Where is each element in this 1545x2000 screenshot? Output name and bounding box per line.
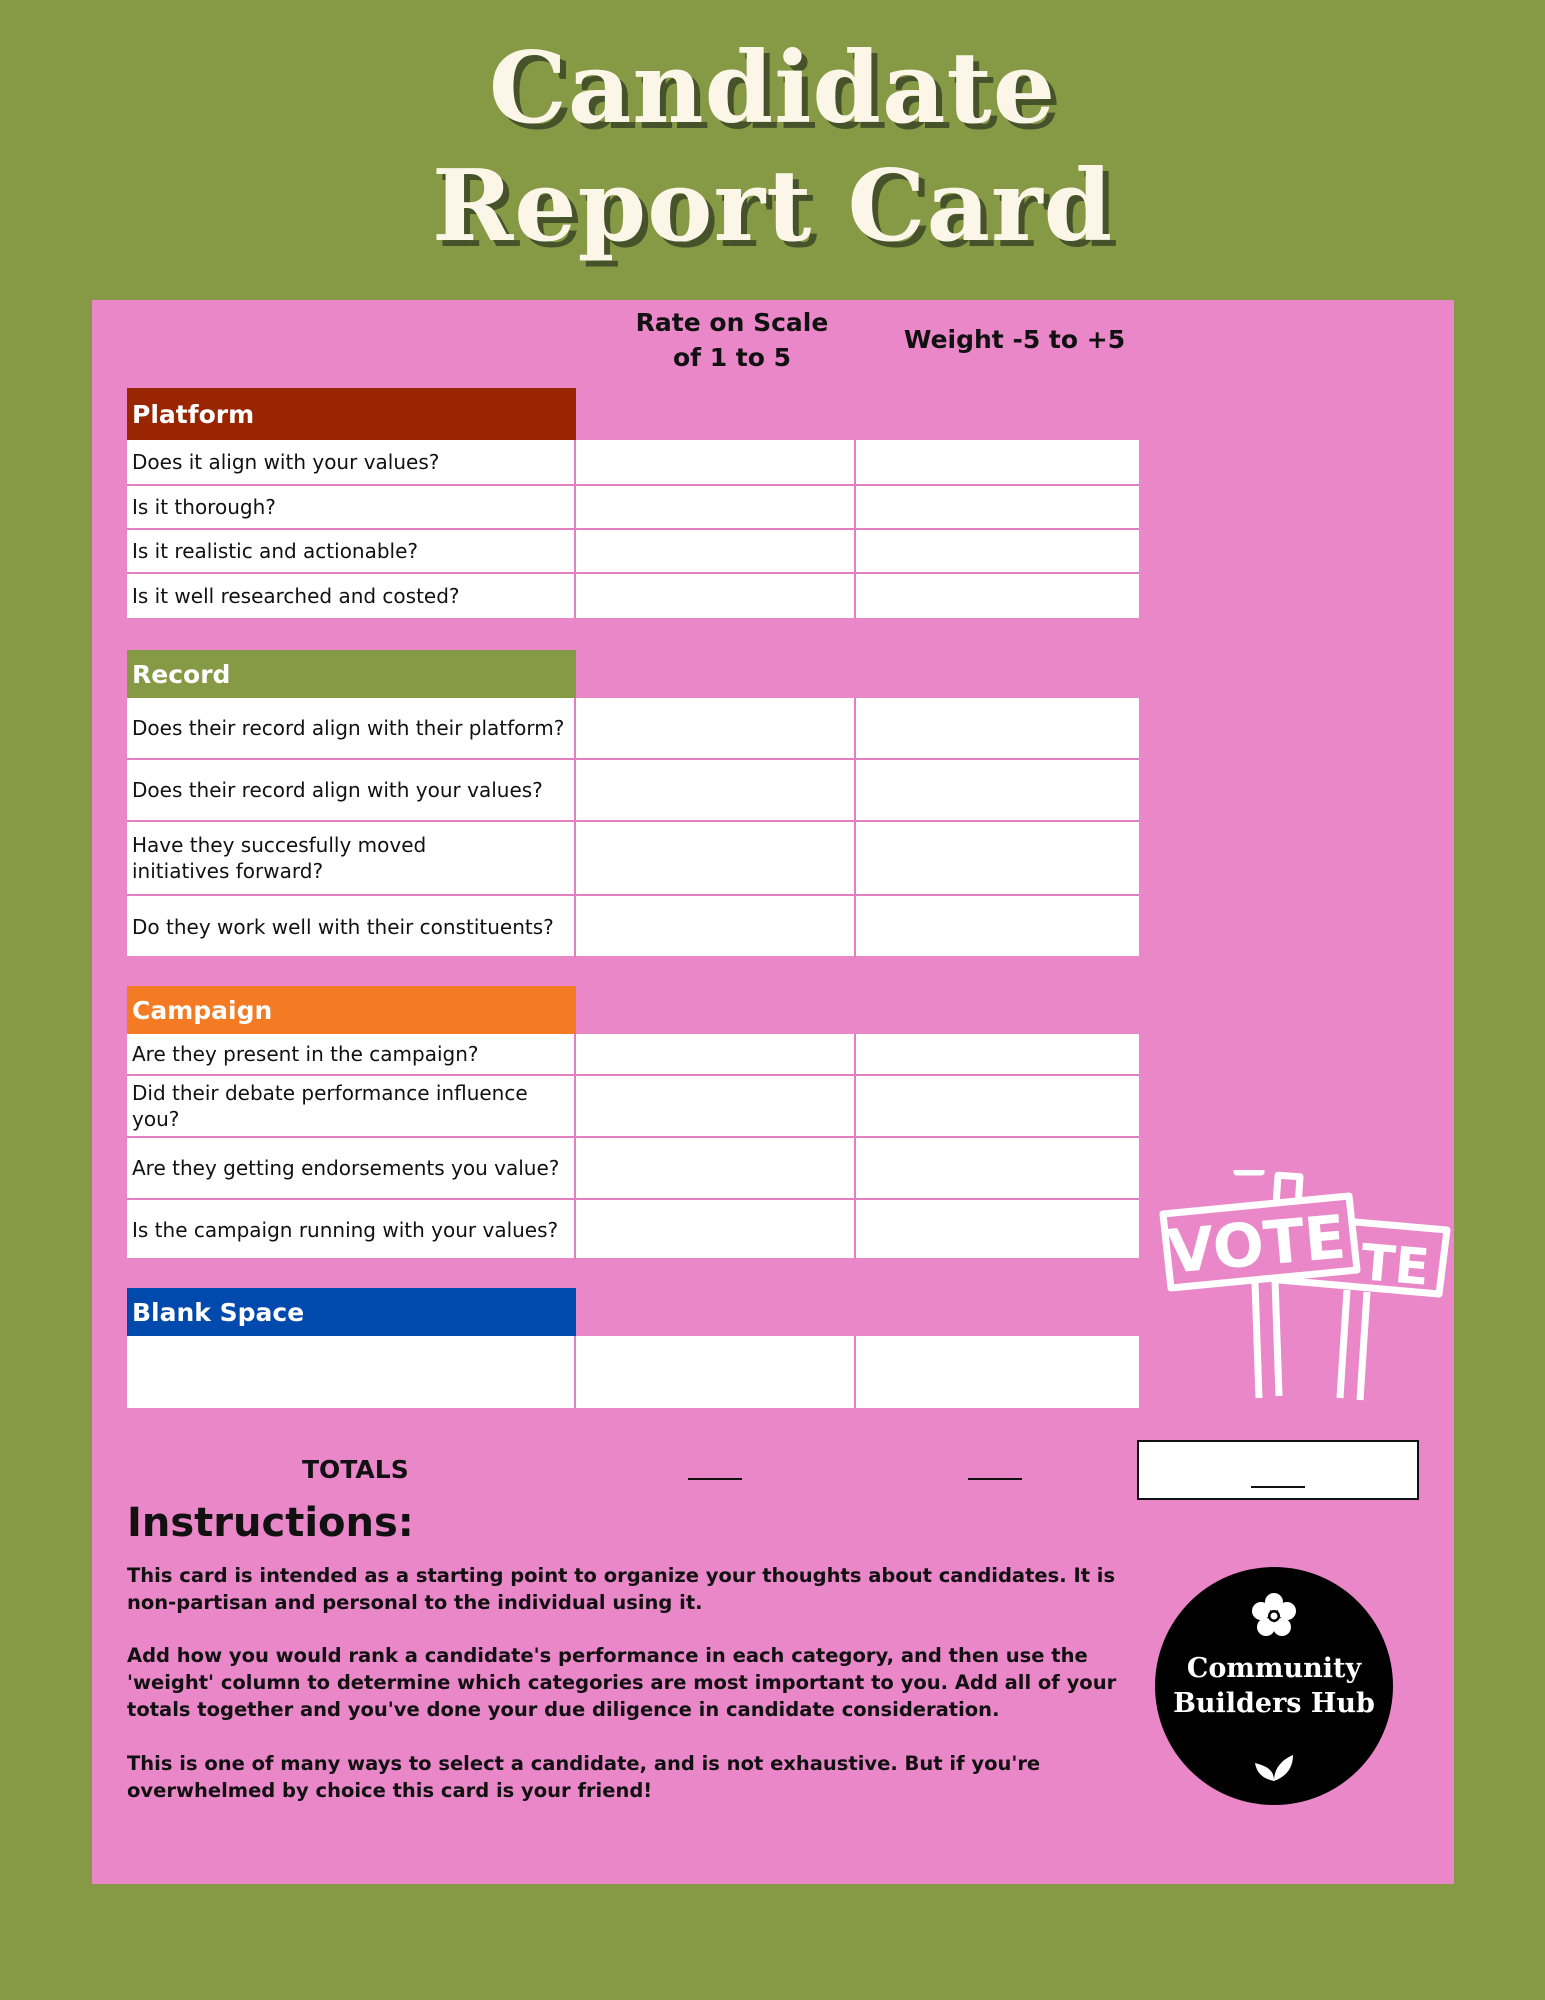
instructions-paragraph-1: This card is intended as a starting point to organize your thoughts about candidates. It is non-partisan and personal to the individual using it. — [127, 1564, 1116, 1614]
community-builders-hub-logo — [1155, 1567, 1393, 1805]
weight-cell[interactable] — [854, 896, 1141, 958]
rate-cell[interactable] — [574, 822, 854, 894]
sprout-icon — [1251, 1747, 1297, 1783]
vote-sign-front-text: VOTE — [1164, 1202, 1349, 1288]
section-header-platform: Platform — [127, 388, 576, 440]
vote-sign-icon — [1157, 1170, 1457, 1410]
rate-cell[interactable] — [574, 530, 854, 572]
question-label: Does it align with your values? — [132, 450, 440, 474]
question-label: Have they succesfully moved initiatives forward? — [132, 833, 427, 883]
section-header-campaign: Campaign — [127, 986, 576, 1034]
report-card — [92, 300, 1454, 1884]
weight-total-line[interactable] — [968, 1478, 1022, 1480]
rate-cell[interactable] — [574, 1336, 854, 1408]
table-row — [127, 1034, 1139, 1074]
question-label: Are they getting endorsements you value? — [132, 1156, 560, 1180]
blank-space-table — [127, 1336, 1139, 1408]
grand-total-box[interactable] — [1137, 1440, 1419, 1500]
page-title-line1: Candidate — [488, 31, 1057, 146]
table-row — [127, 440, 1139, 484]
record-table — [127, 698, 1139, 956]
rate-column-header — [592, 305, 872, 375]
weight-cell[interactable] — [854, 1200, 1141, 1260]
table-row — [127, 1336, 1139, 1408]
section-header-record: Record — [127, 650, 576, 698]
logo-text-line2: Builders Hub — [1173, 1688, 1375, 1719]
instructions-paragraph-2: Add how you would rank a candidate's performance in each category, and then use the 'weight' column to determine which categories are most important to you. Add all of your totals together and you've done your due diligence in candidate consideration. — [127, 1644, 1117, 1721]
rate-cell[interactable] — [574, 760, 854, 820]
question-label: Does their record align with your values? — [132, 778, 543, 802]
table-row — [127, 528, 1139, 572]
table-row — [127, 820, 1139, 894]
question-label: Do they work well with their constituents? — [132, 915, 554, 939]
rate-cell[interactable] — [574, 1200, 854, 1260]
flower-icon — [1249, 1591, 1299, 1641]
instructions-heading: Instructions: — [127, 1500, 414, 1546]
rate-cell[interactable] — [574, 1138, 854, 1198]
rate-cell[interactable] — [574, 896, 854, 958]
rate-cell[interactable] — [574, 698, 854, 758]
question-label: Does their record align with their platform? — [132, 716, 565, 740]
weight-cell[interactable] — [854, 574, 1141, 618]
instructions-paragraph-3: This is one of many ways to select a candidate, and is not exhaustive. But if you're overwhelmed by choice this card is your friend! — [127, 1752, 1041, 1802]
table-row — [127, 484, 1139, 528]
platform-table — [127, 440, 1139, 618]
table-row — [127, 698, 1139, 758]
table-row — [127, 1136, 1139, 1198]
weight-cell[interactable] — [854, 486, 1141, 528]
weight-cell[interactable] — [854, 1138, 1141, 1198]
weight-cell[interactable] — [854, 822, 1141, 894]
rate-cell[interactable] — [574, 440, 854, 484]
rate-total-line[interactable] — [688, 1478, 742, 1480]
weight-cell[interactable] — [854, 1076, 1141, 1136]
rate-cell[interactable] — [574, 486, 854, 528]
question-label: Is it well researched and costed? — [132, 584, 460, 608]
section-header-blank-space: Blank Space — [127, 1288, 576, 1336]
rate-cell[interactable] — [574, 574, 854, 618]
weight-cell[interactable] — [854, 1336, 1141, 1408]
table-row — [127, 1074, 1139, 1136]
logo-text-line1: Community — [1186, 1653, 1362, 1684]
weight-column-header: Weight -5 to +5 — [903, 325, 1126, 354]
weight-cell[interactable] — [854, 760, 1141, 820]
rate-cell[interactable] — [574, 1034, 854, 1074]
question-label: Are they present in the campaign? — [132, 1042, 479, 1066]
question-label: Is it thorough? — [132, 495, 276, 519]
weight-cell[interactable] — [854, 530, 1141, 572]
weight-cell[interactable] — [854, 698, 1141, 758]
grand-total-line — [1251, 1486, 1305, 1488]
table-row — [127, 1198, 1139, 1260]
question-label: Did their debate performance influence you? — [132, 1081, 528, 1131]
campaign-table — [127, 1034, 1139, 1258]
weight-cell[interactable] — [854, 1034, 1141, 1074]
table-row — [127, 894, 1139, 958]
rate-cell[interactable] — [574, 1076, 854, 1136]
rate-header-line1: Rate on Scale — [635, 308, 829, 337]
rate-header-line2: of 1 to 5 — [672, 343, 792, 372]
question-label: Is the campaign running with your values? — [132, 1218, 559, 1242]
vote-sign-back-text: TE — [1358, 1233, 1432, 1297]
question-label: Is it realistic and actionable? — [132, 539, 419, 563]
weight-cell[interactable] — [854, 440, 1141, 484]
totals-label: TOTALS — [302, 1455, 409, 1484]
page-title-line2: Report Card — [431, 149, 1114, 264]
blank-question-cell[interactable] — [127, 1336, 571, 1408]
table-row — [127, 758, 1139, 820]
table-row — [127, 572, 1139, 618]
